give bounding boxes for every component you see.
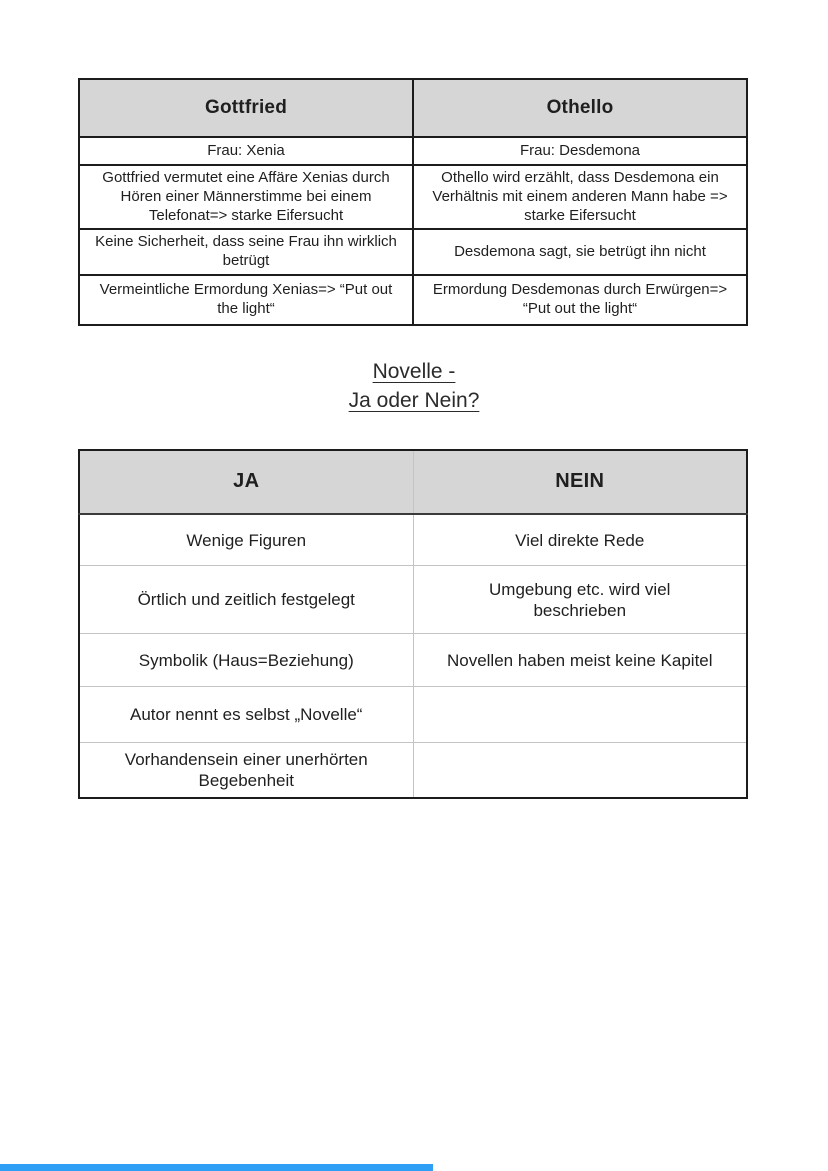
comparison-header-othello: Othello — [413, 79, 747, 137]
novelle-header-ja: JA — [79, 450, 413, 514]
table-cell: Frau: Desdemona — [413, 137, 747, 165]
novelle-header-nein: NEIN — [413, 450, 747, 514]
table-cell: Symbolik (Haus=Beziehung) — [79, 634, 413, 687]
comparison-header-gottfried: Gottfried — [79, 79, 413, 137]
table-cell-text: Umgebung etc. wird viel beschrieben — [489, 579, 671, 620]
table-cell: Novellen haben meist keine Kapitel — [413, 634, 747, 687]
table-row — [79, 229, 747, 275]
table-row — [79, 137, 747, 165]
page-title-line1: Novelle - — [372, 359, 456, 383]
table-cell: Frau: Xenia — [79, 137, 413, 165]
novelle-table — [78, 449, 748, 800]
table-cell: Örtlich und zeitlich festgelegt — [79, 566, 413, 634]
table-cell: Othello wird erzählt, dass Desdemona ein Verhältnis mit einem anderen Mann habe => starke Eifersucht — [413, 165, 747, 229]
table-cell-text: Ermordung Desdemonas durch Erwürgen=> “Put out the light“ — [432, 281, 728, 317]
table-cell: Viel direkte Rede — [413, 514, 747, 566]
table-row — [79, 275, 747, 325]
table-cell — [413, 275, 747, 325]
table-cell: Gottfried vermutet eine Affäre Xenias durch Hören einer Männerstimme bei einem Telefonat=> starke Eifersucht — [79, 165, 413, 229]
table-row — [79, 514, 747, 566]
table-cell — [413, 566, 747, 634]
page-title-line2: Ja oder Nein? — [348, 388, 480, 412]
novelle-header-row — [79, 450, 747, 514]
table-cell: Keine Sicherheit, dass seine Frau ihn wirklich betrügt — [79, 229, 413, 275]
table-cell: Autor nennt es selbst „Novelle“ — [79, 687, 413, 743]
loading-progress-bar — [0, 1164, 433, 1171]
comparison-header-row — [79, 79, 747, 137]
table-row — [79, 165, 747, 229]
table-cell: Vorhandensein einer unerhörten Begebenheit — [79, 743, 413, 799]
table-row — [79, 634, 747, 687]
comparison-table — [78, 78, 748, 326]
page-title — [78, 357, 750, 415]
table-cell — [413, 743, 747, 799]
table-cell: Vermeintliche Ermordung Xenias=> “Put out the light“ — [79, 275, 413, 325]
table-row — [79, 687, 747, 743]
table-row — [79, 566, 747, 634]
table-cell: Desdemona sagt, sie betrügt ihn nicht — [413, 229, 747, 275]
table-cell — [413, 687, 747, 743]
table-cell: Wenige Figuren — [79, 514, 413, 566]
table-row — [79, 743, 747, 799]
